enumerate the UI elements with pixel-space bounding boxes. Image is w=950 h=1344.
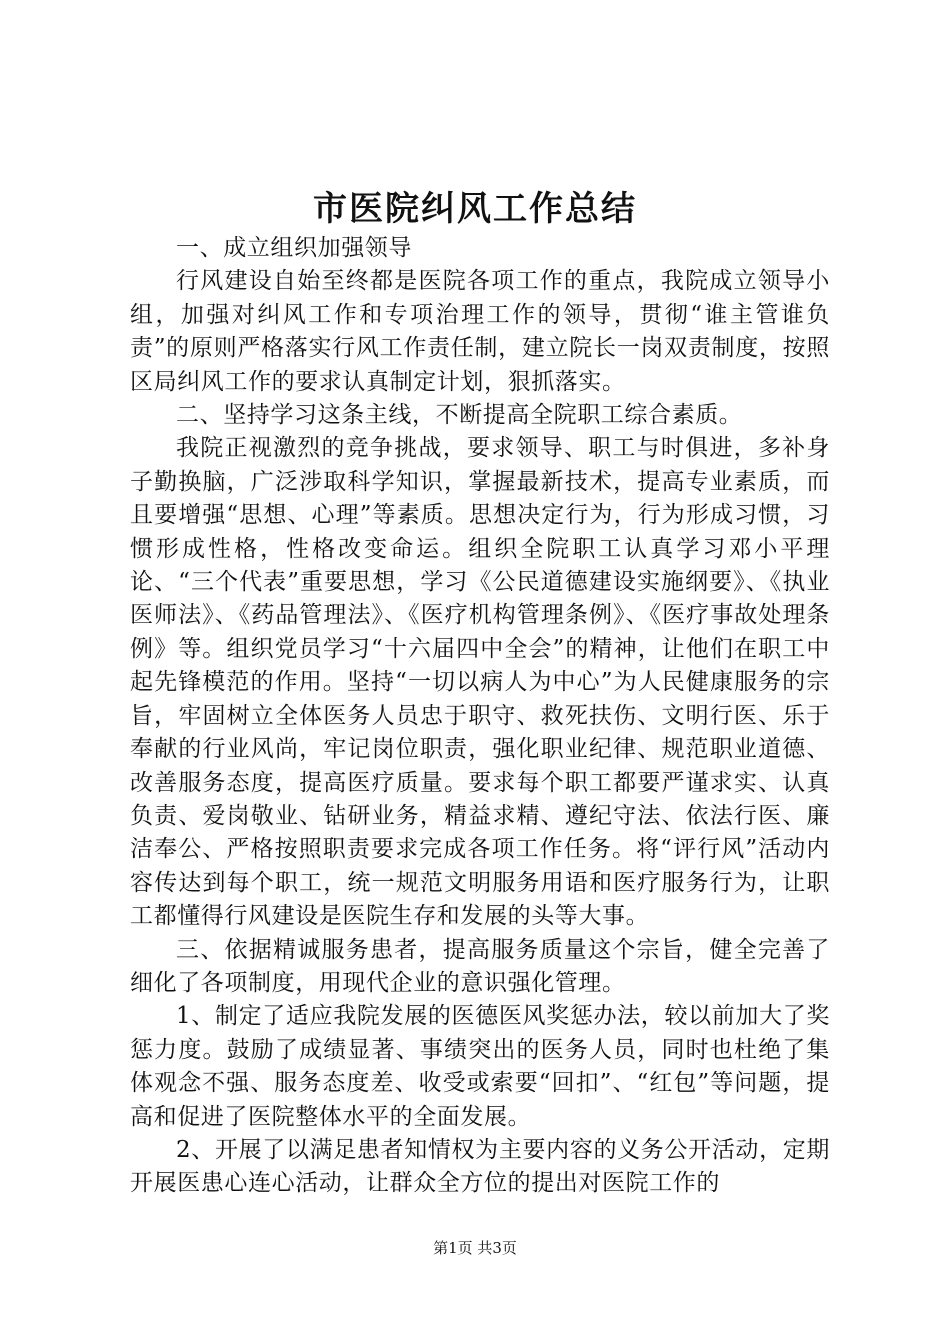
- body-paragraph: 2、开展了以满足患者知情权为主要内容的义务公开活动，定期开展医患心连心活动，让群众全方位的提出对医院工作的: [130, 1136, 830, 1197]
- document-title: 市医院纠风工作总结: [313, 189, 637, 229]
- section-heading-2: 二、坚持学习这条主线，不断提高全院职工综合素质。: [176, 402, 743, 429]
- body-paragraph: 1、制定了适应我院发展的医德医风奖惩办法，较以前加大了奖惩力度。鼓励了成绩显著、事绩突出的医务人员，同时也杜绝了集体观念不强、服务态度差、收受或索要“回扣”、“红包”等问题，提高和促进了医院整体水平的全面发展。: [130, 1003, 830, 1130]
- page-number: 第1页 共3页: [433, 1239, 517, 1257]
- section-heading-1: 一、成立组织加强领导: [176, 235, 412, 261]
- body-paragraph: 行风建设自始至终都是医院各项工作的重点，我院成立领导小组，加强对纠风工作和专项治理工作的领导，贯彻“谁主管谁负责”的原则严格落实行风工作责任制，建立院长一岗双责制度，按照区局纠风工作的要求认真制定计划，狠抓落实。: [130, 268, 830, 395]
- section-heading-3: 三、依据精诚服务患者，提高服务质量这个宗旨，健全完善了细化了各项制度，用现代企业的意识强化管理。: [130, 936, 830, 996]
- document-body: [130, 232, 830, 1201]
- body-paragraph: 我院正视激烈的竞争挑战，要求领导、职工与时俱进，多补身子勤换脑，广泛涉取科学知识，掌握最新技术，提高专业素质，而且要增强“思想、心理”等素质。思想决定行为，行为形成习惯，习惯形成性格，性格改变命运。组织全院职工认真学习邓小平理论、“三个代表”重要思想，学习《公民道德建设实施纲要》、《执业医师法》、《药品管理法》、《医疗机构管理条例》、《医疗事故处理条例》等。组织党员学习“十六届四中全会”的精神，让他们在职工中起先锋模范的作用。坚持“一切以病人为中心”为人民健康服务的宗旨，牢固树立全体医务人员忠于职守、救死扶伤、文明行医、乐于奉献的行业风尚，牢记岗位职责，强化职业纪律、规范职业道德、改善服务态度，提高医疗质量。要求每个职工都要严谨求实、认真负责、爱岗敬业、钻研业务，精益求精、遵纪守法、依法行医、廉洁奉公、严格按照职责要求完成各项工作任务。将“评行风”活动内容传达到每个职工，统一规范文明服务用语和医疗服务行为，让职工都懂得行风建设是医院生存和发展的头等大事。: [130, 435, 830, 930]
